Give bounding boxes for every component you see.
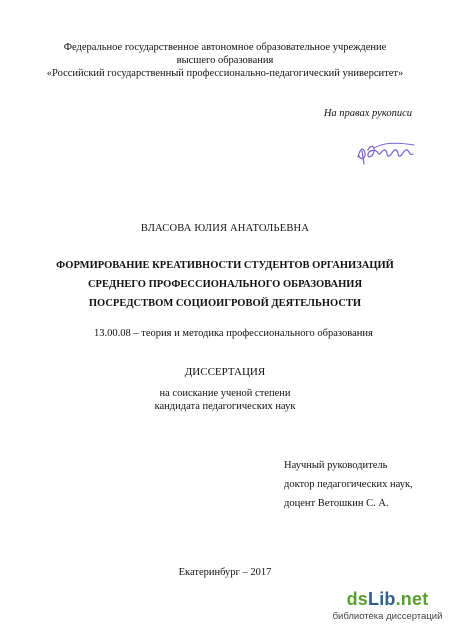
title-line-3: ПОСРЕДСТВОМ СОЦИОИГРОВОЙ ДЕЯТЕЛЬНОСТИ — [88, 298, 362, 309]
watermark-subtitle: библиотека диссертаций — [332, 611, 443, 622]
logo-part-ds: ds — [346, 589, 368, 609]
supervisor-line-2: доктор педагогических наук, — [284, 479, 413, 490]
document-type: ДИССЕРТАЦИЯ — [184, 366, 266, 378]
dslib-watermark[interactable] — [330, 589, 445, 631]
degree-line-2: кандидата педагогических наук — [154, 401, 296, 412]
institution-line-1: Федеральное государственное автономное образовательное учреждение — [63, 42, 387, 53]
institution-line-2: высшего образования — [176, 55, 274, 66]
title-line-1: ФОРМИРОВАНИЕ КРЕАТИВНОСТИ СТУДЕНТОВ ОРГАНИЗАЦИЙ — [56, 260, 394, 271]
logo-part-lib: Lib — [368, 589, 396, 609]
dissertation-title — [0, 256, 450, 313]
dslib-logo — [330, 589, 445, 610]
supervisor-block — [284, 456, 413, 513]
supervisor-line-1: Научный руководитель — [284, 460, 388, 471]
degree-statement — [0, 387, 450, 413]
city-year: Екатеринбург – 2017 — [178, 567, 272, 578]
title-line-2: СРЕДНЕГО ПРОФЕССИОНАЛЬНОГО ОБРАЗОВАНИЯ — [87, 279, 363, 290]
supervisor-line-3: доцент Ветошкин С. А. — [284, 498, 389, 509]
degree-line-1: на соискание ученой степени — [159, 388, 291, 399]
logo-part-net: .net — [395, 589, 429, 609]
institution-header — [0, 41, 450, 80]
author-name: ВЛАСОВА ЮЛИЯ АНАТОЛЬЕВНА — [140, 223, 310, 234]
rights-note: На правах рукописи — [323, 108, 412, 119]
institution-line-3: «Российский государственный профессионально-педагогический университет» — [46, 68, 404, 79]
specialty-code: 13.00.08 – теория и методика профессионального образования — [94, 328, 373, 339]
handwritten-signature — [352, 136, 418, 168]
